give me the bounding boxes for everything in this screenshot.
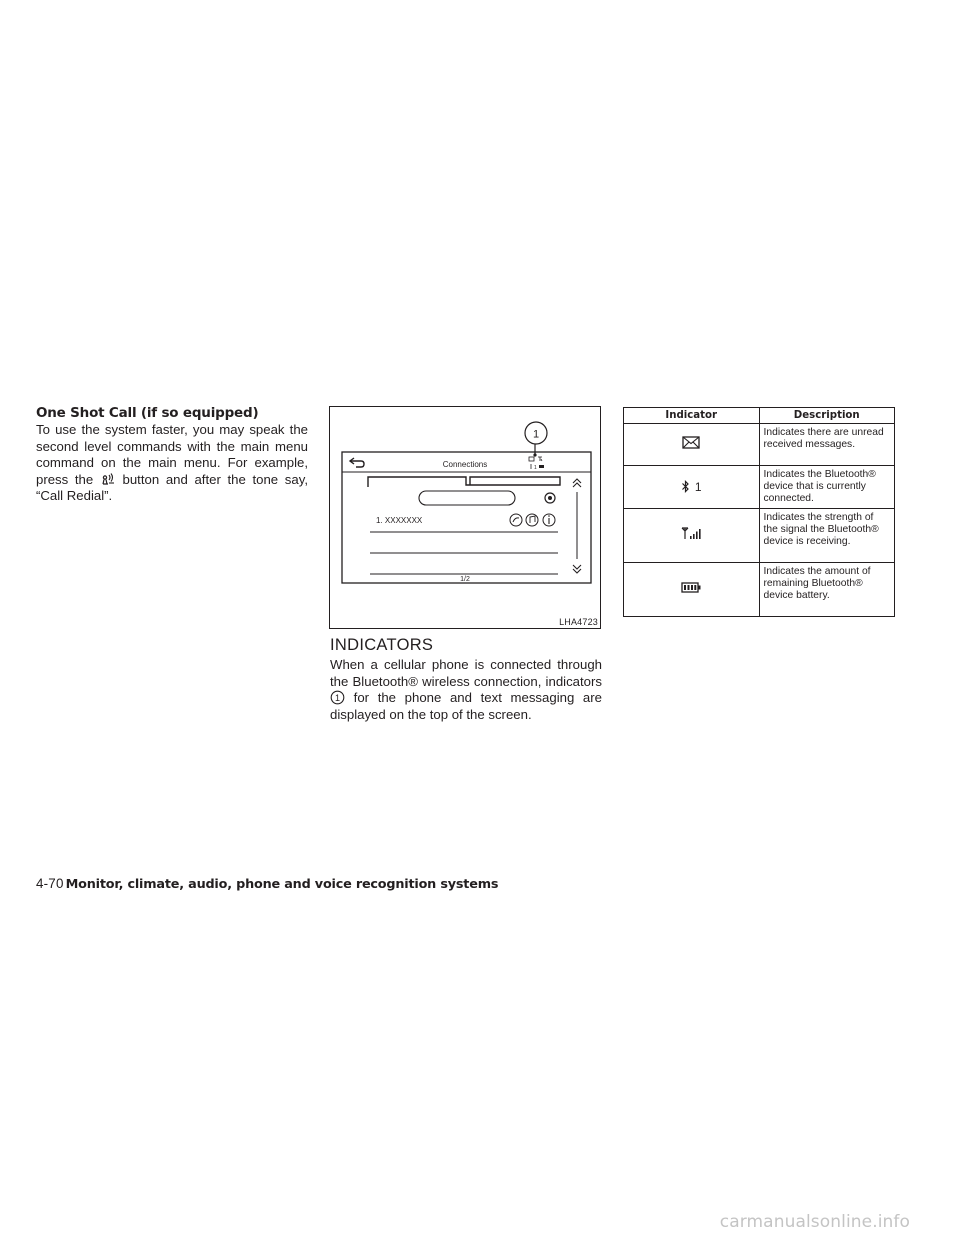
table-row: [624, 466, 895, 509]
indicator-cell: [624, 424, 760, 466]
watermark: carmanualsonline.info: [719, 1212, 910, 1232]
status-indicators: [529, 457, 544, 471]
scroll-up-icon[interactable]: [573, 479, 581, 487]
indicators-table: [623, 407, 895, 617]
figure-code: LHA4723: [559, 617, 598, 627]
indicator-cell: [624, 563, 760, 617]
info-icon[interactable]: [543, 514, 555, 526]
mini-signal-icon: [538, 457, 542, 461]
callout-one-icon: [330, 690, 345, 705]
connections-screen-illustration: [330, 407, 600, 628]
indicator-cell: [624, 509, 760, 563]
description-cell: Indicates the amount of remaining Bluetooth® device battery.: [759, 563, 895, 617]
scroll-down-icon[interactable]: [573, 565, 581, 573]
section-heading-indicators: INDICATORS: [330, 636, 434, 654]
one-shot-call-paragraph: [36, 422, 308, 505]
search-field[interactable]: [419, 491, 515, 505]
paragraph-text-after: for the phone and text messaging are displayed on the top of the screen.: [330, 690, 602, 722]
settings-icon[interactable]: [545, 493, 555, 503]
mini-envelope-icon: [529, 457, 534, 461]
paragraph-text-before: To use the system faster, you may speak the second level commands with the main menu command on the main menu. For example, press the: [36, 422, 308, 487]
signal-strength-icon: [681, 527, 701, 540]
header-description: Description: [759, 408, 895, 424]
section-heading-one-shot-call: One Shot Call (if so equipped): [36, 405, 259, 421]
bluetooth-icon: [681, 480, 690, 493]
envelope-icon: [682, 436, 700, 449]
paragraph-text-after: button and after the tone say, “Call Redial”.: [36, 471, 308, 504]
page-number: 4-70: [36, 876, 64, 891]
battery-icon: [681, 582, 701, 593]
table-row: [624, 563, 895, 617]
svg-text:1: 1: [534, 465, 537, 471]
table-header-row: [624, 408, 895, 424]
callout-number: 1: [532, 428, 540, 441]
screen-title: Connections: [442, 460, 488, 469]
chapter-title: Monitor, climate, audio, phone and voice recognition systems: [65, 877, 499, 892]
connections-screen-figure: [329, 406, 601, 629]
paragraph-text-before: When a cellular phone is connected through the Bluetooth® wireless connection, indicators: [330, 657, 602, 689]
table-row: [624, 424, 895, 466]
page-footer: [36, 876, 498, 892]
voice-talk-icon: [100, 472, 116, 487]
music-icon[interactable]: [526, 514, 538, 526]
tab-outline: [368, 477, 560, 487]
bluetooth-device-number: 1: [694, 479, 702, 494]
description-cell: Indicates the Bluetooth® device that is currently connected.: [759, 466, 895, 509]
mini-battery-icon: [539, 465, 544, 468]
header-indicator: Indicator: [624, 408, 760, 424]
call-icon[interactable]: [510, 514, 522, 526]
back-arrow-icon[interactable]: [350, 458, 364, 467]
svg-text:1: 1: [334, 693, 341, 704]
list-item-label: 1. XXXXXXX: [376, 516, 423, 525]
table-row: [624, 509, 895, 563]
description-cell: Indicates there are unread received messages.: [759, 424, 895, 466]
indicator-cell: [624, 466, 760, 509]
description-cell: Indicates the strength of the signal the Bluetooth® device is receiving.: [759, 509, 895, 563]
page-indicator: 1/2: [460, 576, 470, 583]
indicators-paragraph: [330, 657, 602, 723]
